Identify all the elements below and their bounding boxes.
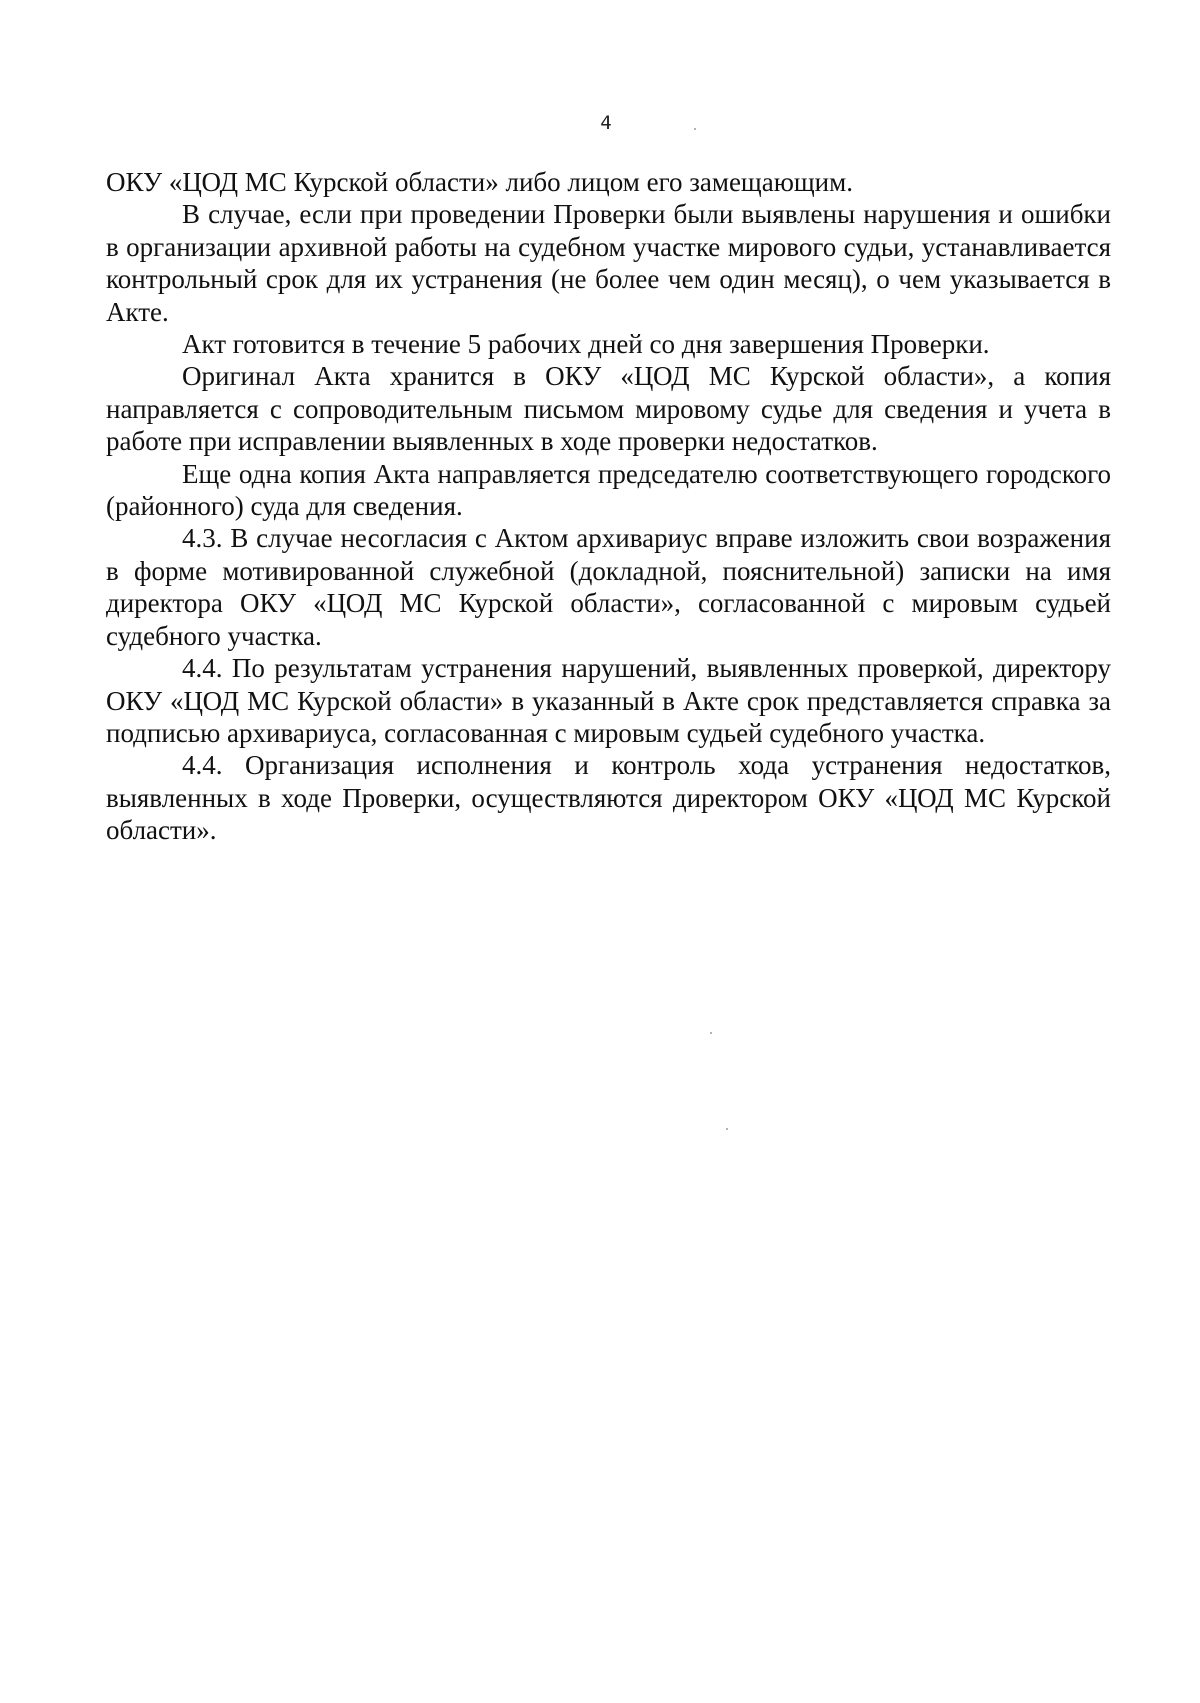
paragraph-act-original: Оригинал Акта хранится в ОКУ «ЦОД МС Курской области», а копия направляется с сопроводительным письмом мировому судье для сведения и учета в работе при исправлении выявленных в ходе проверки недостатков. [106, 361, 1111, 457]
paragraph-4-4-results: 4.4. По результатам устранения нарушений, выявленных проверкой, директору ОКУ «ЦОД МС Курской области» в указанный в Акте срок представляется справка за подписью архивариуса, согласованная с мировым судьей судебного участка. [106, 653, 1111, 748]
paragraph-violations: В случае, если при проведении Проверки были выявлены нарушения и ошибки в организации архивной работы на судебном участке мирового судьи, устанавливается контрольный срок для их устранения (не более чем один месяц), о чем указывается в Акте. [106, 199, 1111, 327]
paragraph-4-3: 4.3. В случае несогласия с Актом архивариус вправе изложить свои возражения в форме мотивированной служебной (докладной, пояснительной) записки на имя директора ОКУ «ЦОД МС Курской области», согласованной с мировым судьей судебного участка. [106, 523, 1111, 651]
page-number: 4 [600, 112, 612, 134]
scan-speck [694, 128, 696, 130]
document-body [106, 166, 1111, 847]
paragraph-continuation: ОКУ «ЦОД МС Курской области» либо лицом его замещающим. [106, 167, 853, 197]
scan-speck [710, 1032, 712, 1034]
paragraph-act-preparation: Акт готовится в течение 5 рабочих дней со дня завершения Проверки. [182, 329, 990, 360]
scan-speck [726, 1128, 728, 1130]
paragraph-4-4-control: 4.4. Организация исполнения и контроль хода устранения недостатков, выявленных в ходе Проверки, осуществляются директором ОКУ «ЦОД МС Курской области». [106, 750, 1111, 846]
paragraph-act-copy: Еще одна копия Акта направляется председателю соответствующего городского (районного) суда для сведения. [106, 458, 1111, 522]
